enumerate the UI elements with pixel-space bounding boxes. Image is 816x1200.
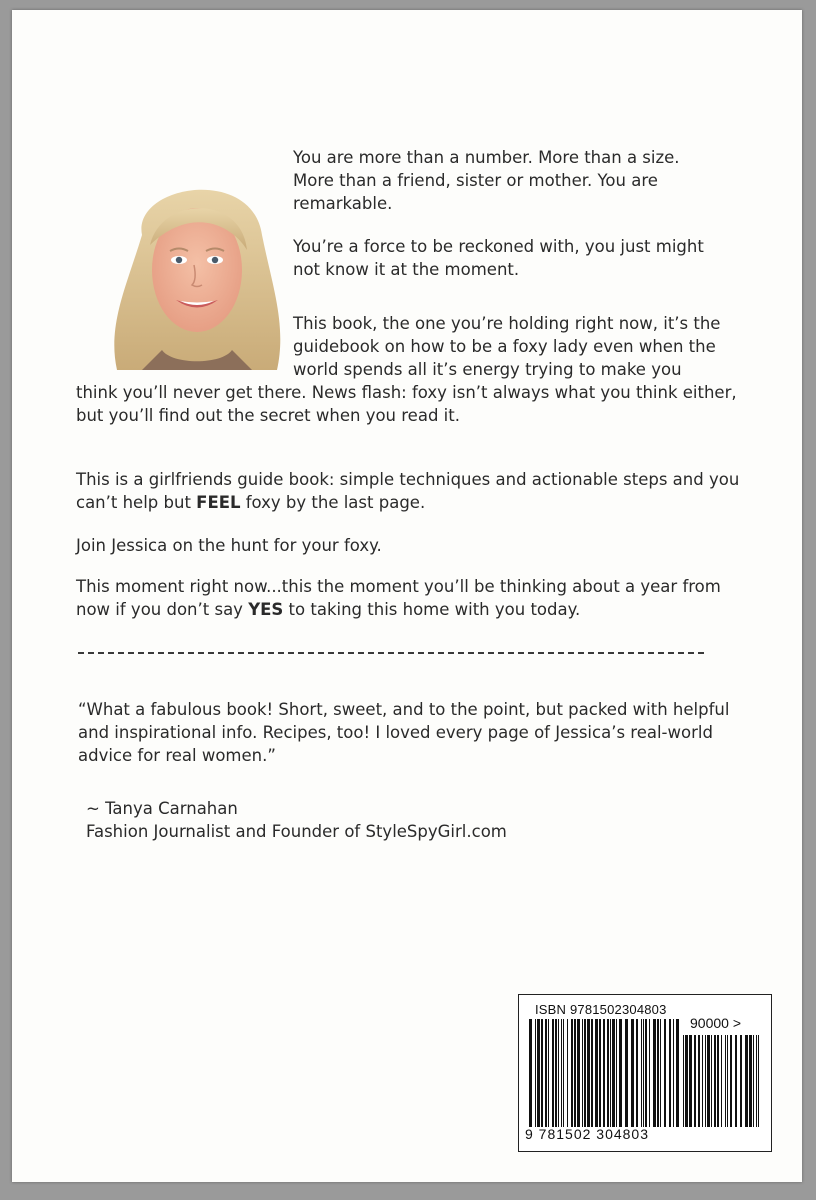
blurb-paragraph-6 [76, 575, 756, 621]
isbn-digits: 9 781502 304803 [525, 1126, 649, 1142]
book-back-cover [12, 10, 802, 1182]
blurb-p6-keyword: YES [248, 600, 284, 619]
isbn-label: ISBN 9781502304803 [535, 1002, 667, 1017]
price-code: 90000 > [690, 1015, 741, 1031]
blurb-paragraph-4 [76, 468, 746, 514]
blurb-paragraph-2: You’re a force to be reckoned with, you just might not know it at the moment. [293, 237, 704, 279]
blurb-paragraph-3-start: This book, the one you’re holding right now, it’s the guidebook on how to be a foxy lady even when the world spends all it’s energy trying to make you [293, 314, 721, 379]
blurb-p6-text-a: This moment right now...this the moment you’ll be thinking about a year from now if you don’t say [76, 577, 721, 619]
isbn-barcode-box [518, 994, 772, 1152]
blurb-paragraph-5: Join Jessica on the hunt for your foxy. [76, 536, 382, 555]
testimonial-author: ~ Tanya Carnahan [86, 799, 238, 818]
blurb-p4-text-b: foxy by the last page. [240, 493, 426, 512]
blurb-p4-keyword: FEEL [196, 493, 241, 512]
testimonial-author-title: Fashion Journalist and Founder of StyleSpyGirl.com [86, 822, 507, 841]
dashed-divider [78, 652, 704, 654]
addon-barcode [683, 1035, 763, 1127]
author-photo [102, 165, 292, 370]
ean-barcode [529, 1019, 679, 1127]
testimonial-quote: “What a fabulous book! Short, sweet, and to the point, but packed with helpful and inspirational info. Recipes, too! I loved every page of Jessica’s real-world advice for real women.” [78, 700, 730, 765]
blurb-p6-text-b: to taking this home with you today. [283, 600, 581, 619]
blurb-paragraph-3-end: think you’ll never get there. News flash: foxy isn’t always what you think either, but you’ll find out the secret when you read it. [76, 383, 737, 425]
blurb-p4-text-a: This is a girlfriends guide book: simple techniques and actionable steps and you can’t help but [76, 470, 740, 512]
blurb-paragraph-1: You are more than a number. More than a size. More than a friend, sister or mother. You are remarkable. [293, 148, 680, 213]
